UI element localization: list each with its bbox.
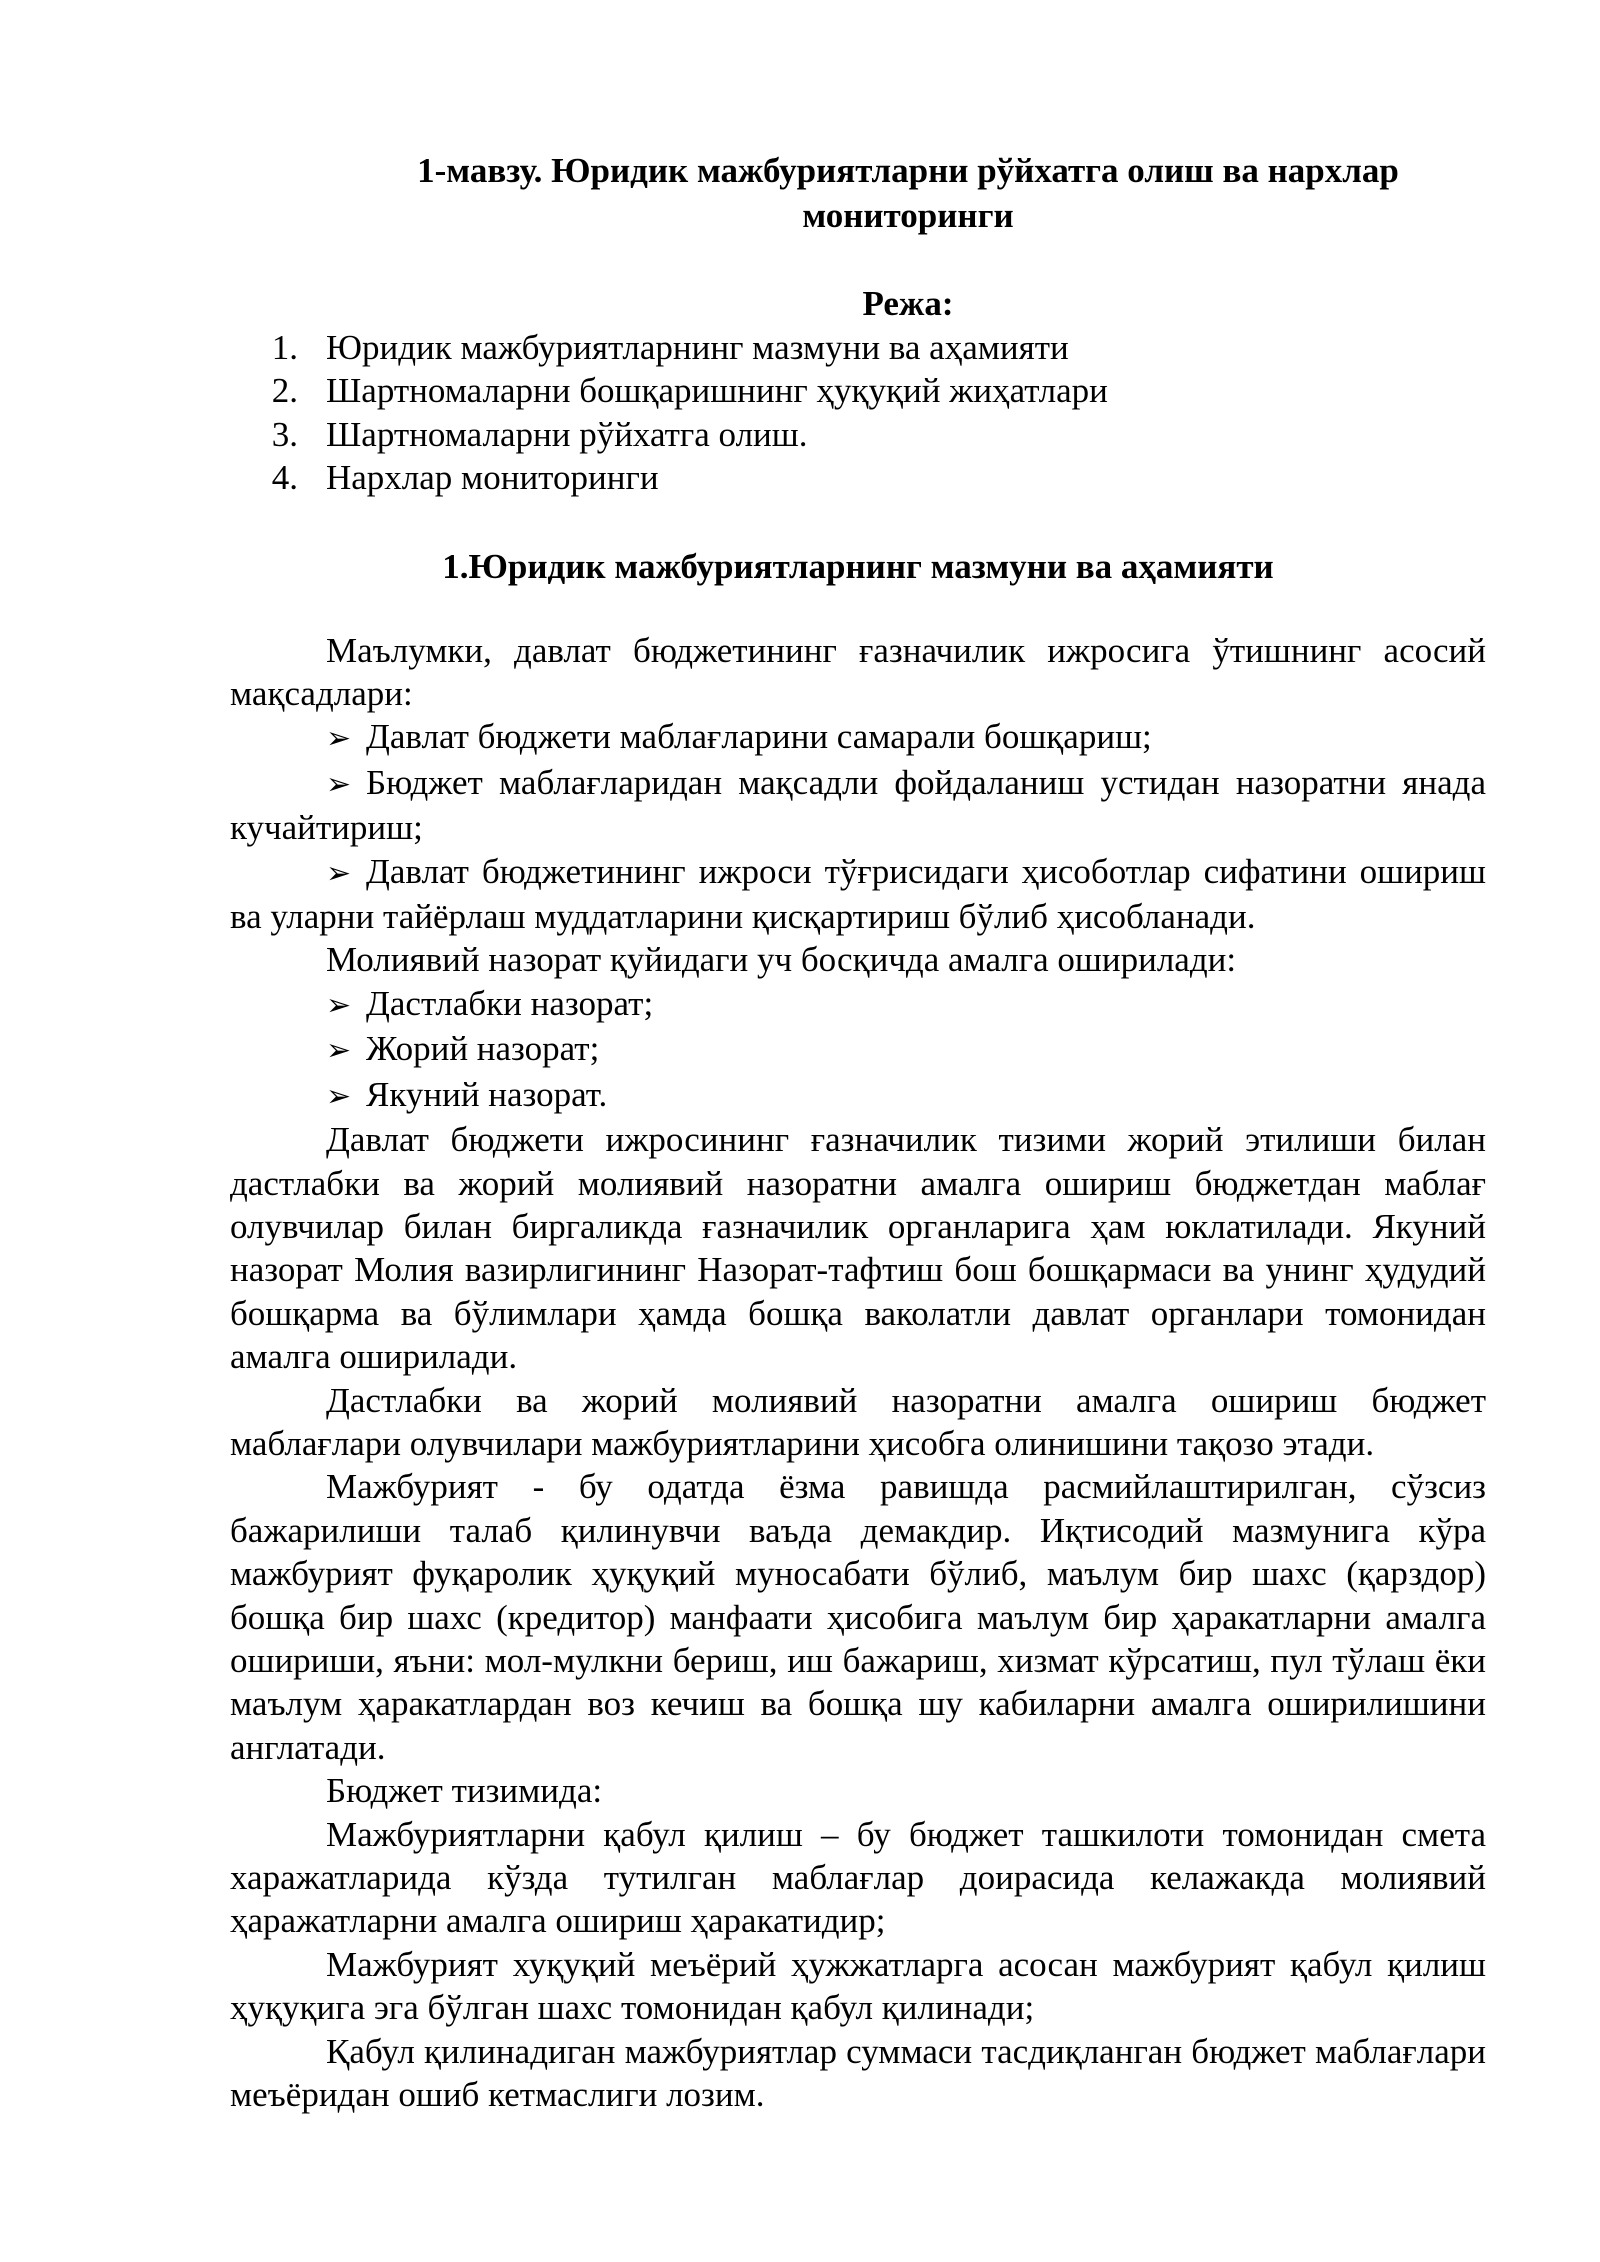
bullet-item-stage [230, 982, 1486, 1027]
plan-item [230, 369, 1486, 412]
bullet-text: Жорий назорат; [366, 1029, 600, 1069]
section-heading: 1.Юридик мажбуриятларнинг мазмуни ва аҳамияти [442, 546, 1274, 586]
paragraph-accepting-obligations: Мажбуриятларни қабул қилиш – бу бюджет ташкилоти томонидан смета харажатларида кўзда тутилган маблағлар доирасида келажакда молиявий ҳаражатларни амалга ошириш ҳаракатидир; [230, 1814, 1486, 1941]
bullet-text: Давлат бюджети маблағларини самарали бошқариш; [366, 717, 1152, 757]
bullet-item-goal [230, 761, 1486, 850]
paragraph-obligation-legal: Мажбурият хуқуқий меъёрий ҳужжатларга асосан мажбурият қабул қилиш ҳуқуқига эга бўлган шахс томонидан қабул қилинади; [230, 1944, 1486, 2028]
paragraph-budget-system: Бюджет тизимида: [326, 1771, 603, 1811]
plan-item-text: Нархлар мониторинги [326, 458, 659, 498]
plan-item-number: 2. [271, 371, 298, 411]
arrow-bullet-icon: ➢ [326, 1078, 352, 1114]
bullet-item-stage [230, 1027, 1486, 1072]
plan-list [230, 326, 1486, 500]
bullet-text: Дастлабки назорат; [366, 983, 654, 1023]
paragraph-treasury-system: Давлат бюджети ижросининг ғазначилик тизими жорий этилиши билан дастлабки ва жорий молиявий назоратни амалга ошириш бюджетдан маблағ олувчилар билан биргаликда ғазначилик органларига ҳам юклатилади. Якуний назорат Молия вазирлигининг Назорат-тафтиш бош бошқармаси ва унинг ҳудудий бошқарма ва бўлимлари ҳамда бошқа ваколатли давлат органлари томонидан амалга оширилади. [230, 1120, 1486, 1377]
paragraph-preliminary-control: Дастлабки ва жорий молиявий назоратни амалга ошириш бюджет маблағлари олувчилари мажбуриятларини ҳисобга олинишини тақозо этади. [230, 1380, 1486, 1463]
bullet-text: Якуний назорат. [366, 1074, 608, 1114]
bullet-item-goal [230, 850, 1486, 939]
plan-item [230, 413, 1486, 456]
document-body [230, 629, 1486, 2117]
arrow-bullet-icon: ➢ [326, 987, 352, 1023]
plan-heading: Режа: [862, 284, 954, 323]
plan-item-number: 4. [271, 458, 298, 498]
arrow-bullet-icon: ➢ [326, 721, 352, 757]
plan-item-text: Юридик мажбуриятларнинг мазмуни ва аҳамияти [326, 328, 1069, 367]
plan-item-text: Шартномаларни бошқаришнинг ҳуқуқий жиҳатлари [326, 371, 1108, 411]
bullet-text: Давлат бюджетининг ижроси тўғрисидаги ҳисоботлар сифатини ошириш ва уларни тайёрлаш муддатларини қисқартириш бўлиб ҳисобланади. [230, 851, 1486, 937]
bullet-text: Бюджет маблағларидан мақсадли фойдаланиш устидан назоратни янада кучайтириш; [230, 762, 1486, 848]
page-content [230, 148, 1486, 2116]
paragraph-control-stages: Молиявий назорат қуйидаги уч босқичда амалга оширилади: [326, 940, 1237, 980]
arrow-bullet-icon: ➢ [326, 766, 352, 802]
bullet-item-stage [230, 1073, 1486, 1118]
paragraph-obligation-limit: Қабул қилинадиган мажбуриятлар суммаси тасдиқланган бюджет маблағлари меъёридан ошиб кетмаслиги лозим. [230, 2031, 1486, 2115]
plan-item-text: Шартномаларни рўйхатга олиш. [326, 414, 808, 454]
document-title: 1-мавзу. Юридик мажбуриятларни рўйхатга олиш ва нархлар мониторинги [417, 151, 1399, 235]
arrow-bullet-icon: ➢ [326, 855, 352, 891]
plan-item [230, 456, 1486, 499]
plan-item-number: 1. [271, 328, 298, 367]
paragraph-obligation-definition: Мажбурият - бу одатда ёзма равишда расмийлаштирилган, сўзсиз бажарилиши талаб қилинувчи ваъда демакдир. Иқтисодий мазмунига кўра мажбурият фуқаролик ҳуқуқий муносабати бўлиб, маълум бир шахс (қарздор) бошқа бир шахс (кредитор) манфаати ҳисобига маълум бир ҳаракатларни амалга ошириши, яъни: мол-мулкни бериш, иш бажариш, хизмат кўрсатиш, пул тўлаш ёки маълум ҳаракатлардан воз кечиш ва бошқа шу кабиларни амалга оширилишини англатади. [230, 1467, 1486, 1767]
plan-item [230, 326, 1486, 369]
arrow-bullet-icon: ➢ [326, 1033, 352, 1069]
paragraph-intro: Маълумки, давлат бюджетининг ғазначилик ижросига ўтишнинг асосий мақсадлари: [230, 630, 1486, 714]
plan-item-number: 3. [271, 414, 298, 454]
bullet-item-goal [230, 715, 1486, 760]
